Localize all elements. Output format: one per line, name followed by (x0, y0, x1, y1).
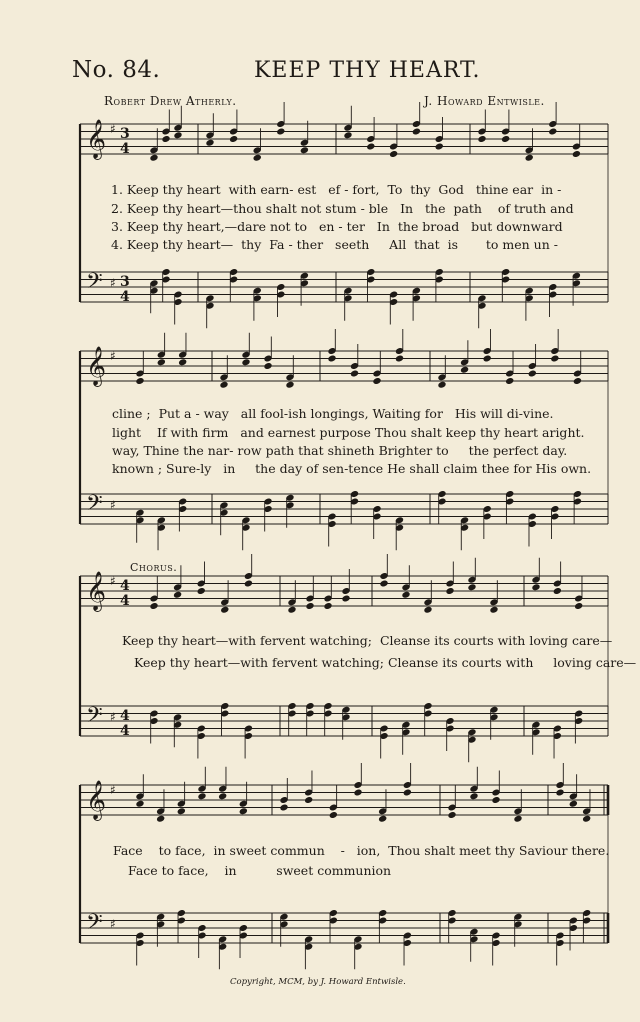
note-head (306, 602, 315, 609)
verse-1-line-3: 3. Keep thy heart,—dare not to en - ter In the broad but downward (111, 219, 563, 234)
note-head (329, 811, 338, 818)
note-head (501, 135, 510, 142)
note-head (173, 591, 182, 598)
time-signature-bottom: 4 (120, 723, 130, 739)
time-signature-bottom: 4 (120, 141, 130, 157)
time-signature-top: 3 (120, 274, 130, 290)
verse-1-line-2: 2. Keep thy heart—thou shalt not stum - ble In the path of truth and (111, 201, 574, 216)
note-head (395, 355, 404, 362)
note-head (253, 154, 262, 161)
treble-clef-icon: 𝄞 (86, 346, 107, 386)
note-head (505, 377, 514, 384)
note-head (288, 606, 297, 613)
note-head (412, 128, 421, 135)
note-head (569, 800, 578, 807)
note-head (424, 606, 433, 613)
note-head (573, 377, 582, 384)
author-credit: Robert Drew Atherly. (104, 94, 237, 108)
note-head (378, 815, 387, 822)
note-head (156, 815, 165, 822)
chorus-label: Chorus. (130, 561, 178, 574)
note-head (198, 793, 207, 800)
verse-1-line-4: 4. Keep thy heart— thy Fa - ther seeth All that is to men un - (111, 237, 558, 252)
note-head (304, 796, 313, 803)
sharp-icon: ♯ (110, 917, 116, 931)
note-head (354, 789, 363, 796)
note-head (242, 359, 251, 366)
note-head (157, 359, 166, 366)
note-head (277, 128, 286, 135)
hymn-number: No. 84. (72, 57, 161, 83)
composer-credit: J. Howard Entwisle. (424, 94, 545, 108)
note-head (380, 580, 389, 587)
note-head (549, 128, 558, 135)
bass-clef-icon: 𝄢 (86, 703, 103, 733)
note-head (220, 381, 229, 388)
note-head (514, 815, 523, 822)
note-head (286, 381, 295, 388)
note-head (460, 366, 469, 373)
verse-1-line-1: 1. Keep thy heart with earn- est ef - fort, To thy God thine ear in - (111, 182, 562, 197)
note-head (162, 135, 171, 142)
chorus-line-2-top: Face to face, in sweet commun - ion, Thou shalt meet thy Saviour there. (113, 843, 610, 858)
note-head (300, 147, 309, 154)
note-head (389, 150, 398, 157)
note-head (483, 355, 492, 362)
note-head (177, 808, 186, 815)
note-head (532, 584, 541, 591)
note-head (218, 793, 227, 800)
sharp-icon: ♯ (110, 498, 116, 512)
note-head (324, 602, 333, 609)
bass-clef-icon: 𝄢 (86, 910, 103, 940)
note-head (150, 602, 159, 609)
note-head (490, 606, 499, 613)
bass-clef-icon: 𝄢 (86, 269, 103, 299)
sharp-icon: ♯ (110, 783, 116, 797)
hymn-title: KEEP THY HEART. (254, 58, 481, 83)
note-head (136, 377, 145, 384)
verse-2-line-2: light If with firm and earnest purpose Thou shalt keep thy heart aright. (112, 425, 585, 440)
note-head (551, 355, 560, 362)
sharp-icon: ♯ (110, 710, 116, 724)
note-head (350, 370, 359, 377)
note-head (402, 591, 411, 598)
note-head (206, 139, 215, 146)
note-head (556, 789, 565, 796)
note-head (367, 143, 376, 150)
sharp-icon: ♯ (110, 349, 116, 363)
note-head (373, 377, 382, 384)
time-signature-top: 3 (120, 126, 130, 142)
note-head (468, 584, 477, 591)
note-head (553, 587, 562, 594)
note-head (280, 804, 289, 811)
note-head (478, 135, 487, 142)
note-head (344, 132, 353, 139)
note-head (438, 381, 447, 388)
note-head (446, 587, 455, 594)
note-head (244, 580, 253, 587)
time-signature-top: 4 (120, 708, 130, 724)
note-head (221, 606, 230, 613)
chorus-line-1-bottom: Keep thy heart—with fervent watching; Cleanse its courts with loving care— (134, 655, 637, 670)
note-head (150, 154, 159, 161)
note-head (264, 362, 273, 369)
note-head (403, 789, 412, 796)
copyright-notice: Copyright, MCM, by J. Howard Entwisle. (230, 977, 406, 987)
chorus-line-2-bottom: Face to face, in sweet communion (128, 863, 392, 878)
chorus-line-1-top: Keep thy heart—with fervent watching; Cleanse its courts with loving care— (122, 633, 613, 648)
time-signature-top: 4 (120, 578, 130, 594)
note-head (136, 800, 145, 807)
time-signature-bottom: 4 (120, 593, 130, 609)
time-signature-bottom: 4 (120, 289, 130, 305)
note-head (448, 811, 457, 818)
note-head (525, 154, 534, 161)
note-head (178, 359, 187, 366)
sharp-icon: ♯ (110, 574, 116, 588)
note-head (574, 602, 583, 609)
bass-clef-icon: 𝄢 (86, 491, 103, 521)
treble-clef-icon: 𝄞 (86, 119, 107, 159)
note-head (435, 143, 444, 150)
note-head (582, 815, 591, 822)
note-head (528, 370, 537, 377)
note-head (342, 595, 351, 602)
verse-2-line-3: way, Thine the nar- row path that shineth Brighter to the perfect day. (112, 443, 568, 458)
treble-clef-icon: 𝄞 (86, 571, 107, 611)
verse-2-line-4: known ; Sure-ly in the day of sen-tence He shall claim thee for His own. (112, 461, 592, 476)
note-head (197, 587, 206, 594)
note-head (229, 135, 238, 142)
note-head (470, 793, 479, 800)
note-head (174, 132, 183, 139)
treble-clef-icon: 𝄞 (86, 780, 107, 820)
note-head (239, 808, 248, 815)
sharp-icon: ♯ (110, 122, 116, 136)
note-head (328, 355, 337, 362)
verse-2-line-1: cline ; Put a - way all fool-ish longings, Waiting for His will di-vine. (112, 406, 554, 421)
note-head (572, 150, 581, 157)
sharp-icon: ♯ (110, 276, 116, 290)
note-head (492, 796, 501, 803)
